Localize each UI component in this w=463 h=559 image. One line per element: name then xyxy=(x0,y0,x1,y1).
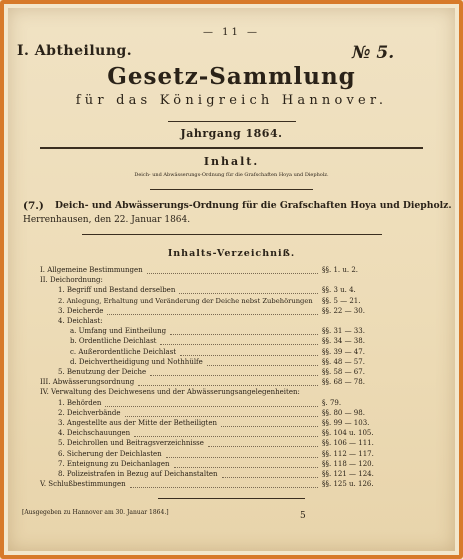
toc-leader-dots xyxy=(221,418,318,427)
toc-leader-dots xyxy=(170,326,318,335)
toc-entry-label: 5. Benutzung der Deiche xyxy=(58,368,147,376)
item-place-date: Herrenhausen, den 22. Januar 1864. xyxy=(23,215,191,225)
toc-leader-dots xyxy=(150,367,318,376)
toc-entry-label: 1. Begriff und Bestand derselben xyxy=(58,286,176,295)
toc-entry-label: 4. Deichschauungen xyxy=(58,429,131,438)
toc-leader-dots xyxy=(134,428,318,437)
toc-entry-reference: §§. 125 u. 126. xyxy=(322,480,374,489)
contents-heading: Inhalt. xyxy=(203,155,260,168)
toc-entry-label: c. Außerordentliche Deichlast xyxy=(70,347,177,356)
toc-entry-label: 1. Behörden xyxy=(58,398,102,407)
toc-entry-reference: §§. 1. u. 2. xyxy=(322,266,358,274)
toc-leader-dots xyxy=(160,336,318,345)
toc-leader-dots xyxy=(107,306,318,315)
page-number: — 11 — xyxy=(202,27,261,38)
toc-entry-label: 2. Anlegung, Erhaltung und Veränderung der Deiche nebst Zubehörungen xyxy=(58,296,313,305)
toc-leader-dots xyxy=(174,459,318,468)
toc-entry-label: a. Umfang und Eintheilung xyxy=(70,327,167,336)
issue-number: № 5. xyxy=(352,43,395,63)
toc-entry-reference: §§. 99 — 103. xyxy=(322,419,370,427)
toc-entry-reference: §§. 3 u. 4. xyxy=(322,286,356,295)
toc-entry-reference: §§. 5 — 21. xyxy=(322,296,361,305)
toc-leader-dots xyxy=(180,347,318,356)
toc-entry-label: III. Abwässerungsordnung xyxy=(40,378,135,387)
toc-entry-label: 3. Deicherde xyxy=(58,306,104,315)
toc-leader-dots xyxy=(125,408,318,417)
toc-entry-reference: §§. 121 — 124. xyxy=(322,470,374,478)
toc-entry-reference: §§. 58 — 67. xyxy=(322,368,365,376)
divider xyxy=(158,498,305,499)
toc-entry-reference: §. 79. xyxy=(322,398,342,407)
footer-page-number: 5 xyxy=(300,511,306,521)
document-title: Gesetz-Sammlung xyxy=(107,63,356,90)
toc-leader-dots xyxy=(105,398,318,407)
toc-leader-dots xyxy=(222,469,318,478)
item-title: Deich- und Abwässerungs-Ordnung für die Grafschaften Hoya und Diepholz. xyxy=(55,200,452,211)
toc-entry-reference: §§. 31 — 33. xyxy=(322,327,365,336)
item-number: (7.) xyxy=(23,200,44,212)
toc-entry-label: II. Deichordnung: xyxy=(40,276,103,285)
toc-entry-reference: §§. 112 — 117. xyxy=(322,449,374,458)
toc-leader-dots xyxy=(147,265,318,274)
toc-heading: Inhalts-Verzeichniß. xyxy=(167,248,296,259)
toc-entry-label: 3. Angestellte aus der Mitte der Betheiligten xyxy=(58,419,217,427)
toc-entry-label: 8. Polizeistrafen in Bezug auf Deichanstalten xyxy=(58,470,218,478)
toc-entry-reference: §§. 68 — 78. xyxy=(322,378,365,387)
toc-entry-reference: §§. 48 — 57. xyxy=(322,357,365,366)
toc-leader-dots xyxy=(207,357,318,366)
toc-entry-label: IV. Verwaltung des Deichwesens und der Abwässerungsangelegenheiten: xyxy=(40,388,300,397)
toc-entry-reference: §§. 80 — 98. xyxy=(322,408,365,417)
toc-entry-reference: §§. 106 — 111. xyxy=(322,439,374,448)
toc-entry-label: 7. Enteignung zu Deichanlagen xyxy=(58,459,170,468)
toc-leader-dots xyxy=(138,377,318,386)
toc-leader-dots xyxy=(130,479,318,488)
toc-entry-label: I. Allgemeine Bestimmungen xyxy=(40,266,143,274)
divider xyxy=(150,189,313,190)
divider xyxy=(168,121,296,122)
toc-entry-reference: §§. 22 — 30. xyxy=(322,306,365,315)
toc-entry-reference: §§. 104 u. 105. xyxy=(322,429,374,438)
toc-entry-reference: §§. 34 — 38. xyxy=(322,337,365,346)
toc-entry-label: 5. Deichrollen und Beitragsverzeichnisse xyxy=(58,439,204,448)
toc-entry-label: d. Deichvertheidigung und Nothhülfe xyxy=(70,357,203,366)
toc-entry xyxy=(0,479,463,490)
divider xyxy=(40,147,423,149)
document-subtitle: für das Königreich Hannover. xyxy=(75,93,388,108)
toc-entry-label: V. Schlußbestimmungen xyxy=(40,480,126,489)
toc-leader-dots xyxy=(179,285,318,294)
toc-entry-label: 4. Deichlast: xyxy=(58,317,103,325)
toc-entry-label: b. Ordentliche Deichlast xyxy=(70,337,157,346)
toc-entry-label: 6. Sicherung der Deichlasten xyxy=(58,449,162,458)
toc-entry-reference: §§. 118 — 120. xyxy=(322,459,374,468)
toc-entry-reference: §§. 39 — 47. xyxy=(322,347,365,356)
toc-leader-dots xyxy=(208,438,318,447)
divider xyxy=(82,234,382,235)
issue-date-note: [Ausgegeben zu Hannover am 30. Januar 1864.] xyxy=(22,509,169,516)
division-label: I. Abtheilung. xyxy=(17,43,133,59)
year-label: Jahrgang 1864. xyxy=(180,127,283,140)
toc-entry-label: 2. Deichverbände xyxy=(58,408,121,417)
contents-text: Deich- und Abwässerungs-Ordnung für die Grafschaften Hoya und Diepholz. xyxy=(134,172,329,178)
toc-leader-dots xyxy=(166,449,318,458)
